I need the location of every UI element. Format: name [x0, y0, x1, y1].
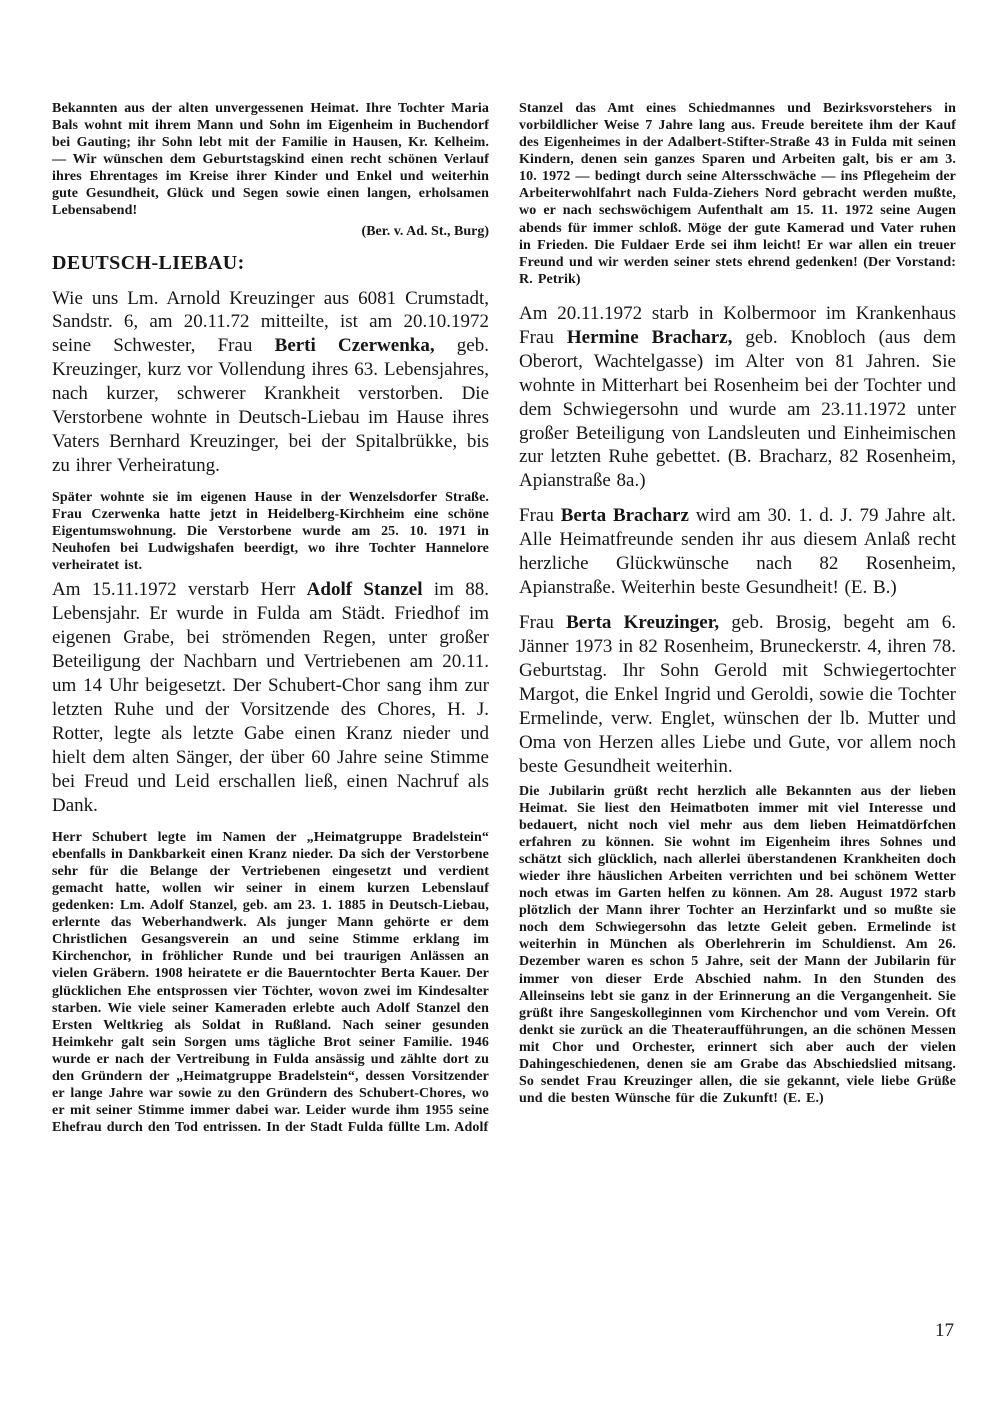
- obituary-bracharz: Am 20.11.1972 starb in Kolbermoor im Krankenhaus Frau Hermine Bracharz, geb. Knobloch (aus dem Oberort, Wachtelgasse) im Alter von 81 Jahren. Sie wohnte in Mitterhart bei Rosenheim bei der Tochter und dem Schwiegersohn und wurde am 23.11.1972 unter großer Beteiligung von Landsleuten und Einheimischen zur letzten Ruhe gebettet. (B. Bracharz, 82 Rosenheim, Apianstraße 8a.): [519, 302, 957, 492]
- birthday-berta-bracharz: Frau Berta Bracharz wird am 30. 1. d. J. 79 Jahre alt. Alle Heimatfreunde senden ihr aus diesem Anlaß recht herzliche Glückwünsche nach 82 Rosenheim, Apianstraße. Weiterhin beste Gesundheit! (E. B.): [519, 505, 957, 599]
- news-column-right: [519, 100, 956, 1140]
- obituary-czerwenka-details: Später wohnte sie im eigenen Hause in der Wenzelsdorfer Straße. Frau Czerwenka hatte jetzt in Heidelberg-Kirchheim eine schöne Eigentumswohnung. Die Verstorbene wurde am 25. 10. 1971 in Neuhofen bei Ludwigshafen beerdigt, wo ihre Tochter Hannelore verheiratet ist.: [52, 490, 489, 574]
- obituary-stanzel-biography: Herr Schubert legte im Namen der „Heimatgruppe Bradelstein“ ebenfalls in Dankbarkeit einen Kranz nieder. Da sich der Verstorbene sehr für die Belange der Vertriebenen eingesetzt und verdient gemacht hatte, wollen wir seiner in einem kurzen Lebenslauf gedenken: Lm. Adolf Stanzel, geb. am 23. 1. 1885 in Deutsch-Liebau, erlernte das Weberhandwerk. Als junger Mann gehörte er dem Christlichen Gesangsverein an und seine Stimme erklang im Kirchenchor, in fröhlicher Runde und bei traurigen Anlässen an vielen Gräbern. 1908 heiratete er die Bauerntochter Berta Kauer. Der glücklichen Ehe entsprossen vier Töchter, wovon zwei im Kindesalter starben. Wie viele seiner Kameraden erlebte auch Adolf Stanzel den Ersten Weltkrieg als Soldat in Rußland. Nach seiner gesunden Heimkehr galt sein Sorgen ums tägliche Brot seiner Familie. 1946 wurde er nach der Vertreibung in Fulda ansässig und zählte dort zu den Gründern der „Heimatgruppe Bradelstein“, dessen Vorsitzender er lange Jahre war sowie zu den Gründern des Schubert-Chores, wo er mit seiner Stimme immer dabei war. Leider wurde ihm 1955 seine Ehefrau durch den Tod entrissen. In der Stadt Fulda füllte Lm. Adolf: [52, 829, 489, 1136]
- obituary-stanzel: Am 15.11.1972 verstarb Herr Adolf Stanzel im 88. Lebensjahr. Er wurde in Fulda am Städt. Friedhof im eigenen Grabe, bei strömenden Regen, unter großer Beteiligung der Nachbarn und Vertriebenen am 20.11. um 14 Uhr beigesetzt. Der Schubert-Chor sang ihm zur letzten Ruhe und der Vorsitzende des Chores, H. J. Rotter, legte als letzte Gabe einen Kranz nieder und hielt dem alten Sänger, der über 60 Jahre seine Stimme bei Freud und Leid erschallen ließ, einen Nachruf als Dank.: [52, 579, 490, 816]
- paragraph-birthday-wishes: Bekannten aus der alten unvergessenen Heimat. Ihre Tochter Maria Bals wohnt mit ihrem Mann und Sohn im Eigenheim in Buchendorf bei Gauting; ihr Sohn lebt mit der Familie in Hausen, Kr. Kelheim. — Wir wünschen dem Geburtstagskind einen recht schönen Verlauf ihres Ehrentages im Kreise ihrer Kinder und Enkel und weiterhin gute Gesundheit, Glück und Segen sowie einen langen, erholsamen Lebensabend!: [52, 101, 489, 219]
- page-number: 17: [935, 1320, 954, 1341]
- birthday-berta-kreuzinger: Frau Berta Kreuzinger, geb. Brosig, begeht am 6. Jänner 1973 in 82 Rosenheim, Bruneckerstr. 4, ihren 78. Geburtstag. Ihr Sohn Gerold mit Schwiegertochter Margot, die Enkel Ingrid und Geroldi, sowie die Tochter Ermelinde, verw. Englet, wünschen der lb. Mutter und Oma von Herzen alles Liebe und Gute, vor allem noch beste Gesundheit weiterhin.: [519, 612, 957, 777]
- section-heading-deutsch-liebau: DEUTSCH-LIEBAU:: [52, 251, 245, 274]
- report-attribution: (Ber. v. Ad. St., Burg): [361, 223, 489, 239]
- obituary-stanzel-continuation: Stanzel das Amt eines Schiedmannes und Bezirksvorstehers in vorbildlicher Weise 7 Jahre lang aus. Freude bereitete ihm der Kauf des Eigenheimes in der Adalbert-Stifter-Straße 43 in Fulda mit seinen Kindern, denen sein ganzes Sparen und Arbeiten galt, bis er am 3. 10. 1972 — bedingt durch seine Altersschwäche — ins Pflegeheim der Arbeiterwohlfahrt nach Fulda-Ziehers Nord gebracht werden mußte, wo er nach sechswöchigem Aufenthalt am 15. 11. 1972 seine Augen abends für immer schloß. Möge der gute Kamerad und Vater ruhen in Frieden. Die Fuldaer Erde sei ihm leicht! Er war allen ein treuer Freund und wir werden seiner stets ehrend gedenken! (Der Vorstand: R. Petrik): [519, 101, 956, 287]
- obituary-czerwenka: Wie uns Lm. Arnold Kreuzinger aus 6081 Crumstadt, Sandstr. 6, am 20.11.72 mitteilte, ist am 20.10.1972 seine Schwester, Frau Berti Czerwenka, geb. Kreuzinger, kurz vor Vollendung ihres 63. Lebensjahres, nach kurzer, schwerer Krankheit verstorben. Die Verstorbene wohnte in Deutsch-Liebau im Hause ihres Vaters Bernhard Kreuzinger, bei der Spitalbrükke, bis zu ihrer Verheiratung.: [52, 287, 489, 477]
- birthday-kreuzinger-details: Die Jubilarin grüßt recht herzlich alle Bekannten aus der lieben Heimat. Sie liest den Heimatboten immer mit viel Interesse und bedauert, nicht noch viel mehr aus dem lieben Heimatdörfchen erfahren zu können. Sie wohnt im Eigenheim ihres Sohnes und schätzt sich glücklich, nach allerlei überstandenen Krankheiten doch wieder ihre häuslichen Arbeiten verrichten und bei schönem Wetter noch etwas im Garten helfen zu können. Am 28. August 1972 starb plötzlich der Mann ihrer Tochter an Herzinfarkt und so mußte sie noch dem Schwiegersohn das letzte Geleit geben. Ermelinde ist weiterhin in München als Oberlehrerin im Schuldienst. Am 26. Dezember waren es schon 5 Jahre, seit der Mann der Jubilarin für immer von dieser Erde Abschied nahm. In den Stunden des Alleinseins lebt sie ganz in der Erinnerung an die Vergangenheit. Sie grüßt ihre Sangeskolleginnen vom Kirchenchor und vom Verein. Oft denkt sie zurück an die Theateraufführungen, an die schönen Messen mit Chor und Orchester, erinnert sich aber auch der vielen Dahingeschiedenen, denen sie am Grabe das Abschiedslied mitsang. So sendet Frau Kreuzinger allen, die sie gekannt, viele liebe Grüße und die besten Wünsche für die Zukunft! (E. E.): [519, 783, 956, 1107]
- column-layout: [52, 100, 956, 1140]
- news-column-left: [52, 100, 489, 1140]
